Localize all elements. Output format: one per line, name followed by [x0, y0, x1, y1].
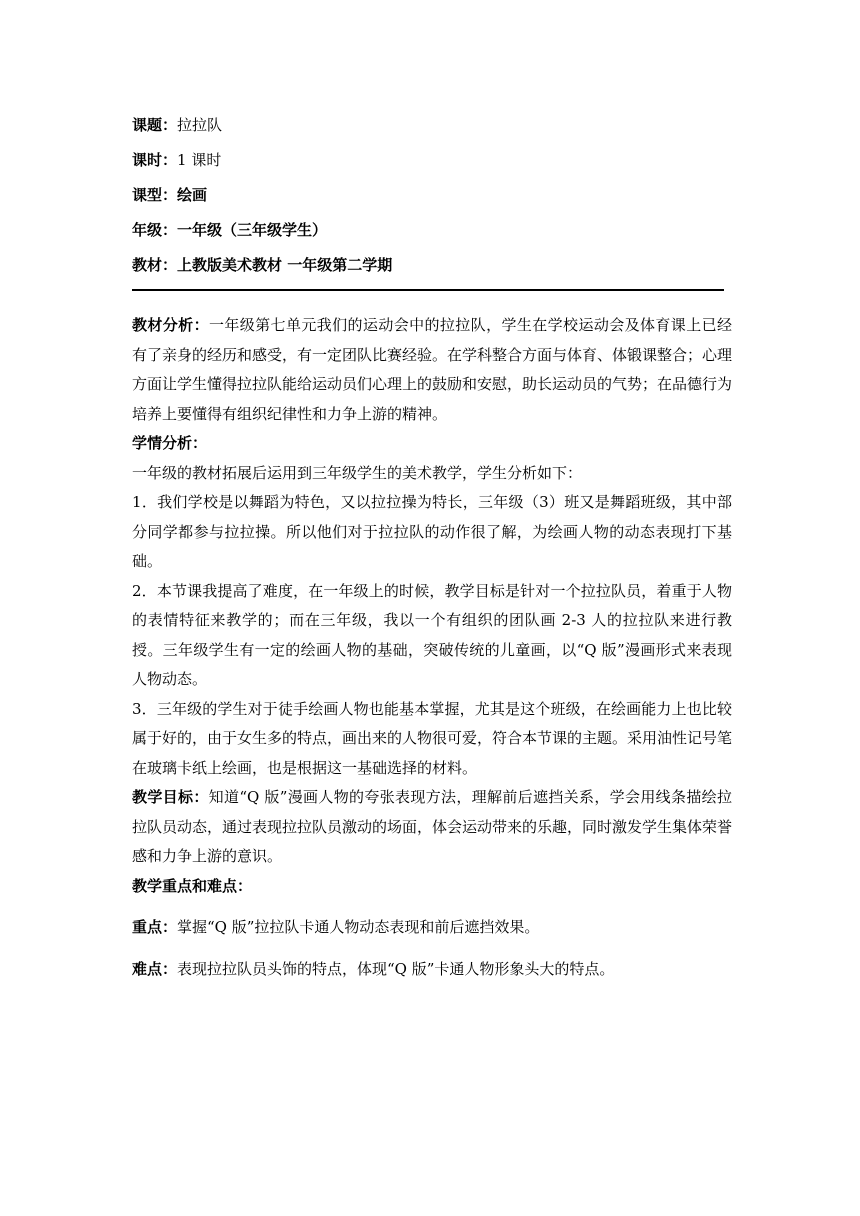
material-analysis-label: 教材分析：: [132, 316, 209, 334]
spacer: [132, 901, 732, 913]
meta-duration: [132, 143, 732, 178]
difficulty-paragraph: [132, 955, 732, 985]
material-analysis-text: 一年级第七单元我们的运动会中的拉拉队，学生在学校运动会及体育课上已经有了亲身的经历和感受，有一定团队比赛经验。在学科整合方面与体育、体锻课整合；心理方面让学生懂得拉拉队能给运动员们心理上的鼓励和安慰，助长运动员的气势；在品德行为培养上要懂得有组织纪律性和力争上游的精神。: [132, 316, 733, 423]
spacer: [132, 943, 732, 955]
teaching-goal-paragraph: [132, 783, 732, 872]
meta-value: 绘画: [177, 186, 208, 204]
meta-label: 教材：: [132, 256, 178, 274]
lesson-plan-document: [132, 108, 732, 984]
difficulty-text: 表现拉拉队员头饰的特点，体现“Q 版”卡通人物形象头大的特点。: [177, 959, 615, 978]
meta-value: 一年级（三年级学生）: [177, 221, 328, 239]
meta-grade: [132, 213, 732, 248]
student-analysis-item-3: 3．三年级的学生对于徒手绘画人物也能基本掌握，尤其是这个班级，在绘画能力上也比较属于好的，由于女生多的特点，画出来的人物很可爱，符合本节课的主题。采用油性记号笔在玻璃卡纸上绘画，也是根据这一基础选择的材料。: [132, 699, 733, 777]
divider-line: [132, 289, 724, 291]
meta-value: 1 课时: [177, 151, 222, 169]
focus-paragraph: [132, 913, 732, 943]
material-analysis-paragraph: [132, 311, 732, 429]
meta-topic: [132, 108, 732, 143]
difficulty-label: 难点：: [132, 959, 178, 978]
meta-label: 课时：: [132, 151, 178, 169]
focus-label: 重点：: [132, 918, 178, 936]
student-analysis-intro: 一年级的教材拓展后运用到三年级学生的美术教学，学生分析如下：: [132, 463, 583, 482]
meta-value: 拉拉队: [177, 116, 223, 134]
focus-text: 掌握“Q 版”拉拉队卡通人物动态表现和前后遮挡效果。: [177, 918, 540, 936]
student-analysis-item-2: 2．本节课我提高了难度，在一年级上的时候，教学目标是针对一个拉拉队员，着重于人物的表情特征来教学的；而在三年级，我以一个有组织的团队画 2-3 人的拉拉队来进行教授。三年级学生有一定的绘画人物的基础，突破传统的儿童画，以“Q 版”漫画形式来表现人物动态。: [132, 581, 732, 688]
student-analysis-item-1: 1．我们学校是以舞蹈为特色，又以拉拉操为特长，三年级（3）班又是舞蹈班级，其中部分同学都参与拉拉操。所以他们对于拉拉队的动作很了解，为绘画人物的动态表现打下基础。: [132, 493, 732, 570]
meta-textbook: [132, 248, 732, 283]
meta-label: 年级：: [132, 221, 178, 239]
key-points-heading: 教学重点和难点：: [132, 876, 253, 895]
meta-type: [132, 178, 732, 213]
meta-label: 课题：: [132, 116, 178, 134]
meta-label: 课型：: [132, 186, 178, 204]
teaching-goal-label: 教学目标：: [132, 788, 209, 806]
teaching-goal-text: 知道“Q 版”漫画人物的夸张表现方法，理解前后遮挡关系，学会用线条描绘拉拉队员动态，通过表现拉拉队员激动的场面，体会运动带来的乐趣，同时激发学生集体荣誉感和力争上游的意识。: [132, 788, 733, 865]
student-analysis-heading: 学情分析：: [132, 434, 208, 452]
meta-value: 上教版美术教材 一年级第二学期: [177, 256, 393, 274]
